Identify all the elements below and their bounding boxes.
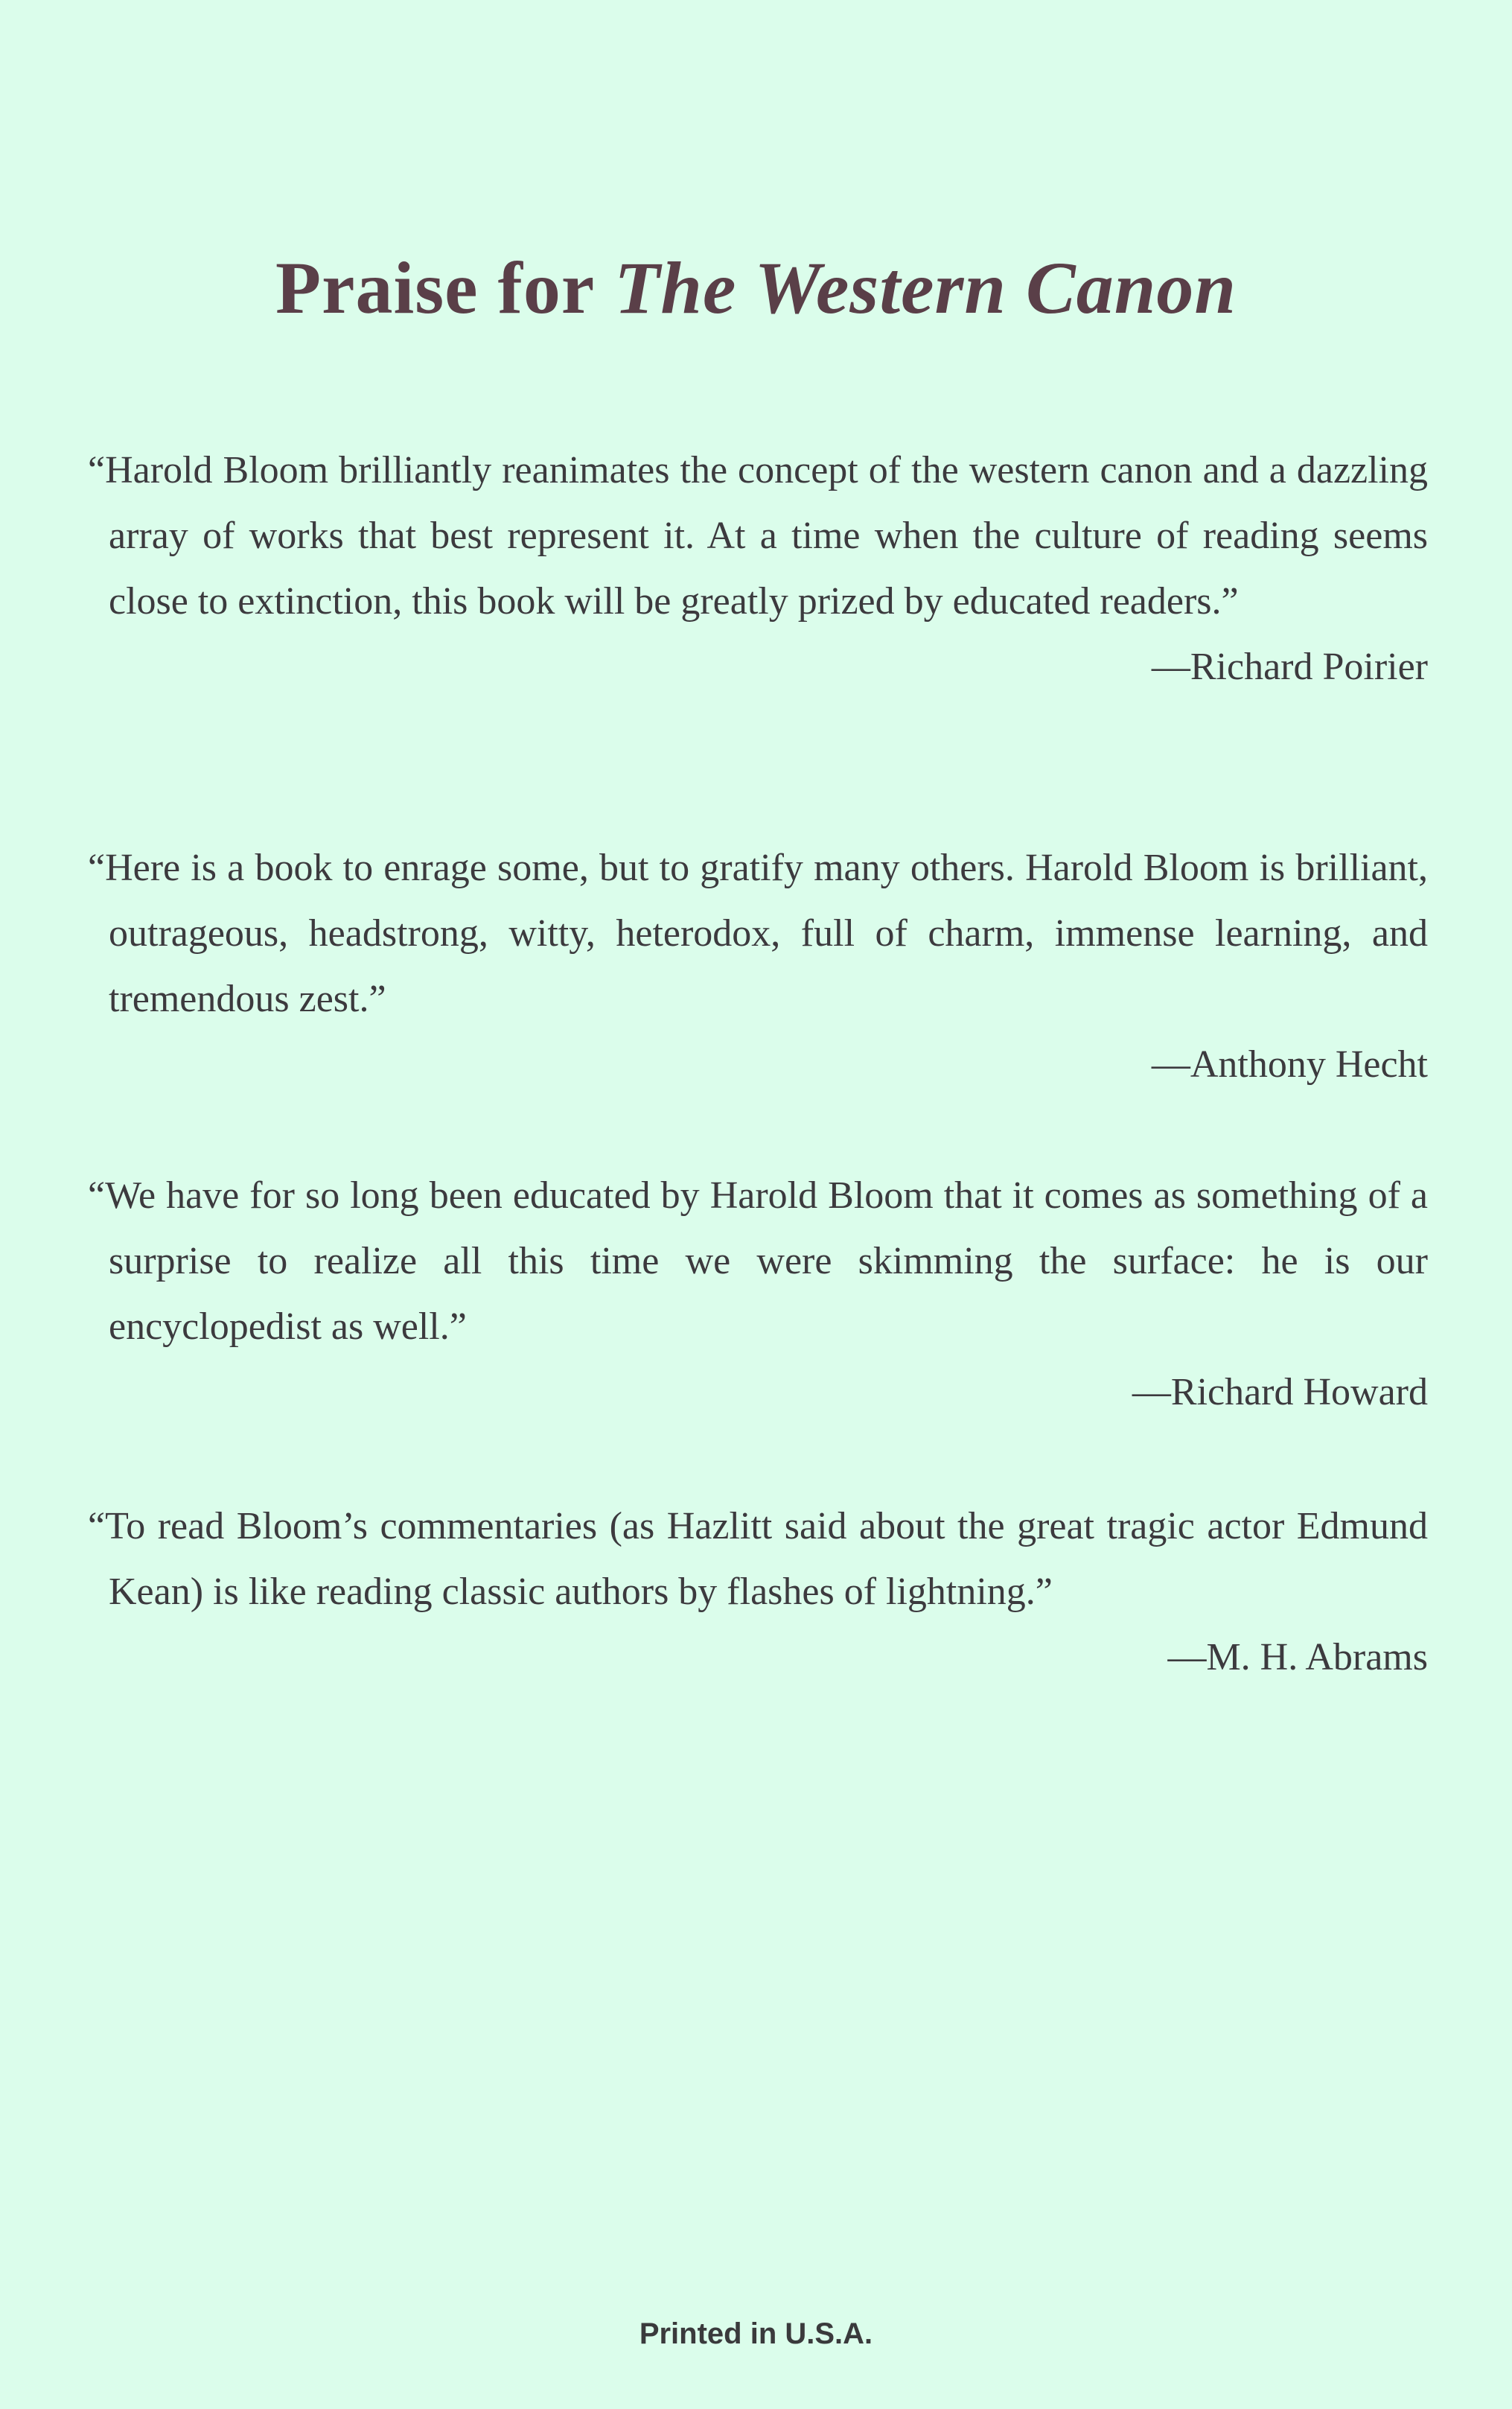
blurb-author: —Richard Howard (1132, 1371, 1428, 1413)
page-title-prefix: Praise for (275, 246, 596, 329)
blurb-author: —M. H. Abrams (1167, 1636, 1428, 1678)
blurb-author: —Richard Poirier (1151, 646, 1428, 688)
blurb-quote: “We have for so long been educated by Harold Bloom that it comes as something of a surprise to realize all this time we were skimming the surface: he is our encyclopedist as well.” (88, 1174, 1428, 1348)
page-title-book: The Western Canon (614, 246, 1237, 329)
blurb-quote: “Here is a book to enrage some, but to gratify many others. Harold Bloom is brilliant, outrageous, headstrong, witty, heterodox, full of charm, immense learning, and tremendous zest.” (88, 847, 1428, 1020)
page-title (0, 247, 1512, 329)
blurb-richard-poirier (88, 438, 1428, 700)
blurb-richard-howard (88, 1163, 1428, 1425)
blurb-mh-abrams (88, 1494, 1428, 1690)
printed-in-usa-note: Printed in U.S.A. (639, 2317, 873, 2350)
blurb-quote: “Harold Bloom brilliantly reanimates the concept of the western canon and a dazzling array of works that best represent it. At a time when the culture of reading seems close to extinction, this book will be greatly prized by educated readers.” (88, 449, 1428, 623)
blurb-anthony-hecht (88, 836, 1428, 1098)
blurb-author: —Anthony Hecht (1151, 1043, 1428, 1086)
blurb-quote: “To read Bloom’s commentaries (as Hazlitt said about the great tragic actor Edmund Kean) is like reading classic authors by flashes of lightning.” (88, 1505, 1428, 1613)
